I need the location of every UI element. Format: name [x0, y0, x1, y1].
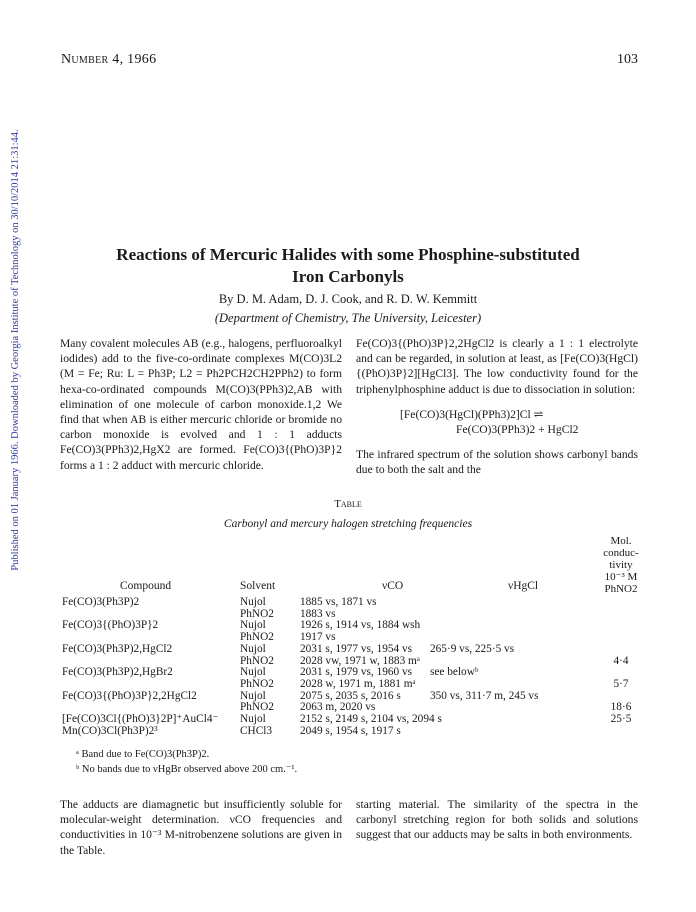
table-cell-solvent: Nujol	[240, 689, 266, 702]
table-cell-solvent: Nujol	[240, 642, 266, 655]
page-number: 103	[617, 52, 638, 67]
mol-header-line: PhNO2	[604, 583, 638, 595]
table-cell-solvent: PhNO2	[240, 631, 274, 644]
table-cell-compound: Fe(CO)3(Ph3P)2,HgBr2	[62, 666, 173, 679]
table-cell-solvent: CHCl3	[240, 724, 273, 737]
electrolyte-paragraph: Fe(CO)3{(PhO)3P}2,2HgCl2 is clearly a 1 : 1 electrolyte and can be regarded, in solution at least, as [Fe(CO)3(HgCl){(PhO)3P}2][HgCl3]. The low conductivity found for the triphenylphosphine adduct is due to dissociation in solution:	[356, 337, 638, 396]
table-cell-vco: 2028 vw, 1971 w, 1883 mᵃ	[300, 654, 420, 667]
table-cell-vhgcl: 265·9 vs, 225·5 vs	[430, 642, 515, 655]
footnote-b: ᵇ No bands due to νHgBr observed above 200 cm.⁻¹.	[76, 764, 298, 775]
table-cell-vco: 2049 s, 1954 s, 1917 s	[300, 724, 401, 737]
table-cell-compound: [Fe(CO)3Cl{(PhO)3}2P]⁺AuCl4⁻	[62, 713, 219, 725]
table-cell-solvent: Nujol	[240, 596, 266, 608]
table-cell-vco: 1883 vs	[300, 607, 336, 620]
table-cell-solvent: Nujol	[240, 619, 266, 632]
table-cell-mol: 18·6	[610, 701, 632, 714]
affiliation: (Department of Chemistry, The University, Leicester)	[214, 311, 482, 325]
table-cell-vco: 2031 s, 1977 vs, 1954 vs	[300, 642, 413, 655]
table-cell-compound: Fe(CO)3(Ph3P)2	[62, 596, 140, 608]
table-cell-vco: 1926 s, 1914 vs, 1884 wsh	[300, 619, 421, 632]
table-cell-vhgcl: 350 vs, 311·7 m, 245 vs	[430, 689, 539, 702]
download-notice	[0, 90, 20, 610]
table-cell-solvent: Nujol	[240, 666, 266, 679]
table-cell-vco: 1917 vs	[300, 631, 336, 644]
vhgcl-header: νHgCl	[508, 580, 539, 592]
mol-header-line: 10⁻³ M	[604, 571, 638, 583]
download-notice-text[interactable]: Published on 01 January 1966. Downloaded by Georgia Institute of Technology on 30/10/2014 21:31:44.	[10, 129, 21, 571]
table-cell-solvent: Nujol	[240, 713, 266, 725]
mol-header-line: Mol.	[610, 535, 632, 547]
infrared-paragraph: The infrared spectrum of the solution shows carbonyl bands due to both the salt and the	[356, 448, 638, 477]
mol-header-line: conduc-	[603, 547, 639, 559]
title-line-2: Iron Carbonyls	[292, 267, 404, 286]
compound-header: Compound	[120, 580, 172, 592]
table-cell-solvent: PhNO2	[240, 677, 274, 690]
table-cell-vco: 2075 s, 2035 s, 2016 s	[300, 689, 401, 702]
table-cell-solvent: PhNO2	[240, 607, 274, 620]
article-title	[60, 244, 636, 288]
footnote-a: ᵃ Band due to Fe(CO)3(Ph3P)2.	[76, 749, 210, 760]
solvent-header: Solvent	[240, 580, 276, 592]
table-cell-mol: 5·7	[613, 677, 629, 690]
equation-line-2: Fe(CO)3(PPh3)2 + HgCl2	[456, 423, 579, 437]
column-right	[356, 336, 638, 478]
title-line-1: Reactions of Mercuric Halides with some Phosphine-substituted	[116, 245, 580, 264]
table-cell-vco: 2028 w, 1971 m, 1881 mᵃ	[300, 677, 416, 690]
table-cell-compound: Fe(CO)3(Ph3P)2,HgCl2	[62, 642, 173, 655]
mol-conductivity-header	[596, 535, 646, 595]
table-cell-compound: Fe(CO)3{(PhO)3P}2,2HgCl2	[62, 689, 197, 702]
table-cell-vhgcl: see belowᵇ	[430, 666, 479, 679]
intro-paragraph: Many covalent molecules AB (e.g., halogens, perfluoroalkyl iodides) add to the five-co-ordinate complexes M(CO)3L2 (M = Fe; Ru: L = Ph3P; L2 = Ph2PCH2CH2PPh2) to form hexa-co-ordinated compounds M(CO)3(PPh3)2,AB with elimination of one molecule of carbon monoxide.1,2 We find that when AB is either mercuric chloride or bromide no carbon monoxide is evolved and 1 : 1 adducts Fe(CO)3(PPh3)2,HgX2 are formed. Fe(CO)3{(PhO)3P}2 forms a 1 : 2 adduct with mercuric chloride.	[60, 337, 342, 472]
table-cell-vco: 1885 vs, 1871 vs	[300, 596, 377, 608]
table-cell-solvent: PhNO2	[240, 654, 274, 667]
table-cell-vco: 2031 s, 1979 vs, 1960 vs	[300, 666, 413, 679]
table-cell-mol: 4·4	[613, 654, 629, 667]
table-cell-compound: Mn(CO)3Cl(Ph3P)2³	[62, 724, 158, 737]
journal-issue: Number 4, 1966	[61, 52, 157, 67]
conclusion-right: starting material. The similarity of the spectra in the carbonyl stretching region for both solids and solutions suggest that our adducts may be salts in both environments.	[356, 798, 638, 842]
mol-header-line: tivity	[609, 559, 633, 571]
table-caption: Carbonyl and mercury halogen stretching frequencies	[223, 518, 473, 530]
equation-line-1: [Fe(CO)3(HgCl)(PPh3)2]Cl ⇌	[400, 407, 544, 421]
table-cell-vco: 2152 s, 2149 s, 2104 vs, 2094 s	[300, 713, 442, 725]
table-cell-compound: Fe(CO)3{(PhO)3P}2	[62, 619, 159, 632]
table-label: Table	[334, 498, 362, 510]
column-left	[60, 336, 342, 473]
conclusion-left: The adducts are diamagnetic but insufficiently soluble for molecular-weight determination. νCO frequencies and conductivities in 10⁻³ M-nitrobenzene solutions are given in the Table.	[60, 798, 342, 857]
table-cell-solvent: PhNO2	[240, 701, 274, 714]
table-cell-vco: 2063 m, 2020 vs	[300, 701, 376, 714]
table-cell-mol: 25·5	[610, 713, 632, 725]
authors: By D. M. Adam, D. J. Cook, and R. D. W. Kemmitt	[218, 292, 478, 306]
vco-header: νCO	[382, 580, 404, 592]
